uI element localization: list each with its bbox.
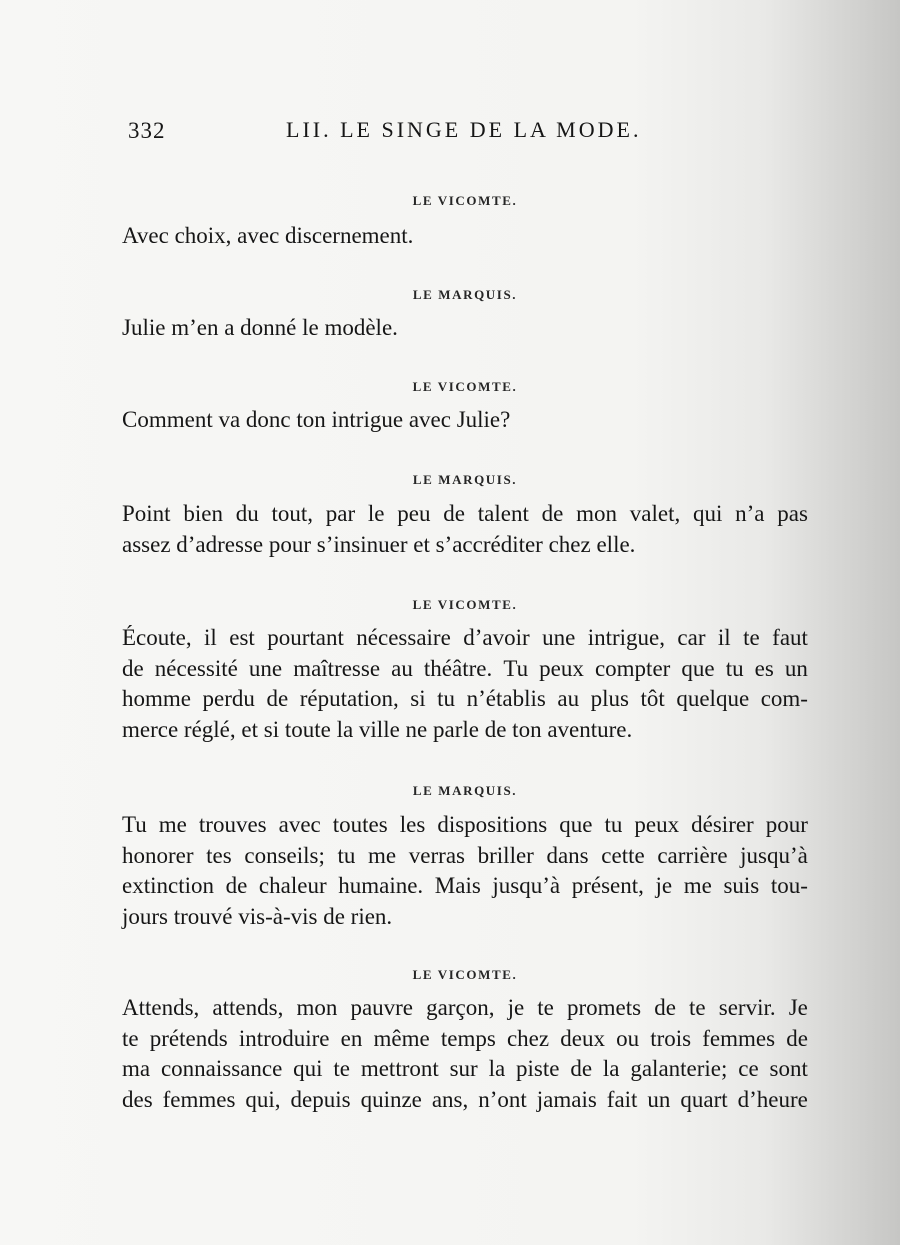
word: au	[557, 686, 580, 711]
word: pas	[777, 501, 808, 526]
word: dans	[546, 842, 589, 868]
word: présent,	[571, 873, 644, 898]
word: n’établis	[466, 686, 546, 711]
word: pour	[765, 812, 808, 837]
word: deux	[560, 1025, 605, 1051]
word: la	[488, 1056, 506, 1081]
speaker-label: LE MARQUIS.	[412, 287, 518, 302]
word: ma	[122, 1056, 151, 1081]
word: au	[391, 655, 413, 681]
speech-paragraph	[122, 623, 808, 745]
speech-line	[122, 499, 808, 530]
speech-paragraph	[122, 993, 808, 1115]
word: sont	[769, 1056, 808, 1081]
word: tu	[437, 686, 456, 711]
speaker-label: LE VICOMTE.	[412, 193, 518, 208]
word: de	[541, 501, 564, 526]
word: Attends,	[122, 995, 200, 1020]
page-number: 332	[128, 118, 166, 143]
word: trois	[650, 1025, 692, 1051]
speech-line	[122, 841, 808, 872]
word: com-	[760, 686, 808, 711]
word: en	[340, 1025, 363, 1051]
word: même	[373, 1025, 430, 1051]
word: maîtresse	[293, 655, 381, 681]
word: je	[655, 873, 673, 898]
word: toutes	[332, 812, 388, 837]
word: tout,	[271, 501, 314, 526]
word: fait	[606, 1086, 638, 1112]
speech-line: assez d’adresse pour s’insinuer et s’accréditer chez elle.	[122, 531, 636, 557]
speech-line: jours trouvé vis-à-vis de rien.	[122, 903, 393, 929]
word: Mais	[434, 873, 481, 898]
word: les	[399, 812, 426, 837]
word: de	[266, 686, 289, 711]
speech-paragraph	[122, 405, 808, 436]
word: de	[443, 501, 465, 526]
word: chaleur	[258, 873, 327, 898]
word: perdu	[202, 686, 255, 711]
word: n’ont	[478, 1086, 527, 1112]
word: dispositions	[437, 812, 548, 837]
word: homme	[122, 686, 191, 711]
word: me	[368, 842, 397, 868]
word: mon	[296, 995, 338, 1020]
word: me	[158, 812, 187, 837]
word: compter	[594, 655, 671, 681]
word: de	[225, 873, 248, 898]
speaker-label: LE VICOMTE.	[412, 967, 518, 982]
word: valet,	[629, 501, 681, 526]
speech-paragraph	[122, 313, 808, 344]
word: mettront	[360, 1056, 439, 1081]
running-head	[128, 112, 808, 152]
word: je	[507, 995, 525, 1020]
word: honorer	[122, 842, 194, 868]
word: garçon,	[426, 995, 495, 1020]
speech-line	[122, 684, 808, 715]
word: nécessaire	[356, 625, 451, 650]
word: jamais	[536, 1086, 597, 1112]
speech-line: Julie m’en a donné le modèle.	[122, 315, 398, 340]
word: tu	[337, 842, 356, 868]
word: Écoute,	[122, 625, 192, 650]
word: une	[248, 655, 283, 681]
word: avec	[278, 812, 321, 837]
word: verras	[408, 842, 465, 868]
word: pourtant	[267, 625, 344, 650]
word: briller	[477, 842, 534, 868]
word: peux	[539, 655, 584, 681]
word: un	[647, 1086, 671, 1112]
word: de	[122, 655, 144, 681]
word: sur	[449, 1056, 478, 1081]
word: la	[602, 1056, 620, 1081]
speech-line	[122, 623, 808, 654]
word: humaine.	[338, 873, 424, 898]
speech-line	[122, 810, 808, 841]
word: introduire	[238, 1025, 330, 1051]
word: cette	[601, 842, 645, 868]
word: te	[743, 625, 760, 650]
word: tu	[604, 812, 623, 837]
word: connaissance	[160, 1056, 283, 1081]
word: tes	[206, 842, 232, 868]
word: attends,	[212, 995, 284, 1020]
speech-line	[122, 1024, 808, 1055]
word: de	[654, 995, 676, 1020]
word: qui,	[245, 1086, 281, 1112]
speech-line	[122, 654, 808, 685]
word: talent	[477, 501, 529, 526]
word: il	[204, 625, 217, 650]
word: une	[542, 625, 576, 650]
word: femmes	[702, 1025, 776, 1051]
word: est	[229, 625, 255, 650]
word: jusqu’à	[492, 873, 561, 898]
word: promets	[567, 995, 642, 1020]
speech-line	[122, 1085, 808, 1116]
word: plus	[590, 686, 629, 711]
word: es	[754, 655, 774, 681]
speech-line	[122, 993, 808, 1024]
word: désirer	[691, 812, 754, 837]
word: te	[122, 1025, 139, 1051]
speech-paragraph	[122, 221, 808, 252]
word: trouves	[198, 812, 267, 837]
word: Tu	[122, 812, 147, 837]
word: te	[333, 1056, 350, 1081]
speaker-label: LE VICOMTE.	[412, 379, 518, 394]
word: ce	[738, 1056, 759, 1081]
word: Je	[788, 995, 808, 1020]
word: te	[537, 995, 554, 1020]
word: extinction	[122, 873, 214, 898]
word: galanterie;	[630, 1056, 728, 1081]
word: nécessité	[154, 655, 238, 681]
speech-line	[122, 1054, 808, 1085]
word: quelque	[676, 686, 750, 711]
word: de	[570, 1056, 593, 1081]
word: du	[235, 501, 259, 526]
word: qui	[293, 1056, 323, 1081]
word: depuis	[290, 1086, 351, 1112]
speech-line: Comment va donc ton intrigue avec Julie?	[122, 407, 511, 432]
speaker-label: LE MARQUIS.	[412, 472, 518, 487]
word: par	[325, 501, 356, 526]
word: jusqu’à	[740, 842, 808, 868]
speech-paragraph	[122, 499, 808, 560]
word: quinze	[360, 1086, 422, 1112]
word: faut	[772, 625, 808, 650]
word: tôt	[640, 686, 665, 711]
word: des	[122, 1086, 153, 1112]
word: suis	[723, 873, 760, 898]
word: bien	[183, 501, 223, 526]
word: le	[367, 501, 385, 526]
word: d’avoir	[463, 625, 530, 650]
word: te	[689, 995, 706, 1020]
speaker-label: LE VICOMTE.	[412, 597, 518, 612]
word: prétends	[149, 1025, 228, 1051]
word: me	[683, 873, 712, 898]
word: il	[717, 625, 731, 650]
speech-line: merce réglé, et si toute la ville ne parle de ton aventure.	[122, 716, 633, 742]
word: piste	[516, 1056, 560, 1081]
word: réputation,	[299, 686, 399, 711]
speech-line	[122, 871, 808, 902]
word: théâtre.	[423, 655, 493, 681]
word: intrigue,	[587, 625, 665, 650]
speech-paragraph	[122, 810, 808, 932]
speech-line: Avec choix, avec discernement.	[122, 223, 414, 248]
word: que	[681, 655, 715, 681]
word: conseils;	[244, 842, 325, 868]
word: peux	[634, 812, 680, 837]
word: n’a	[735, 501, 765, 526]
word: si	[410, 686, 426, 711]
word: Point	[122, 501, 171, 526]
word: Tu	[503, 655, 529, 681]
word: pauvre	[350, 995, 414, 1020]
word: carrière	[657, 842, 728, 868]
word: qui	[692, 501, 723, 526]
word: mon	[576, 501, 617, 526]
word: tu	[725, 655, 744, 681]
word: peu	[397, 501, 431, 526]
speaker-label: LE MARQUIS.	[412, 783, 518, 798]
word: quart	[680, 1086, 728, 1112]
word: tou-	[770, 873, 808, 898]
word: de	[786, 1025, 808, 1051]
word: chez	[506, 1025, 550, 1051]
word: d’heure	[737, 1086, 808, 1112]
word: temps	[440, 1025, 496, 1051]
word: que	[559, 812, 593, 837]
word: un	[784, 655, 808, 681]
running-title: LII. LE SINGE DE LA MODE.	[286, 117, 642, 142]
word: ou	[616, 1025, 640, 1051]
word: car	[677, 625, 706, 650]
word: ans,	[431, 1086, 469, 1112]
word: servir.	[718, 995, 776, 1020]
word: femmes	[162, 1086, 236, 1112]
